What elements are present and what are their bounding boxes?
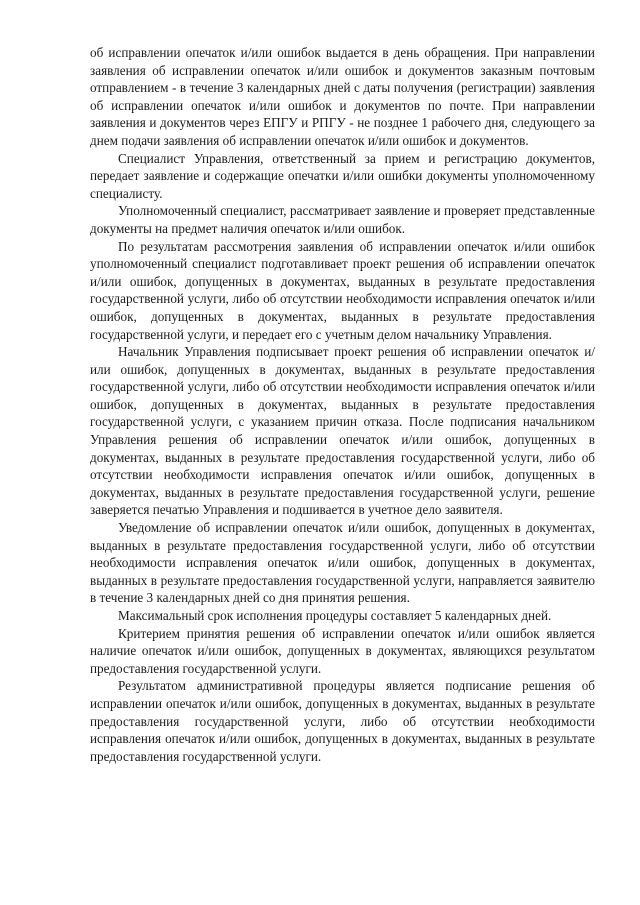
paragraph-correction-deadlines: об исправлении опечаток и/или ошибок выдается в день обращения. При направлении заявления об исправлении опечаток и/или ошибок и документов заказным почтовым отправлением - в течение 3 календарных дней с даты получения (регистрации) заявления об исправлении опечаток и/или ошибок и документов по почте. При направлении заявления и документов через ЕПГУ и РПГУ - не позднее 1 рабочего дня, следующего за днем подачи заявления об исправлении опечаток и/или ошибок и документов.	[90, 45, 595, 148]
paragraph-max-term: Максимальный срок исполнения процедуры составляет 5 календарных дней.	[118, 608, 552, 623]
paragraph-review: Уполномоченный специалист, рассматривает заявление и проверяет представленные документы на предмет наличия опечаток и/или ошибок.	[90, 203, 595, 236]
paragraph-head-signs: Начальник Управления подписывает проект решения об исправлении опечаток и/или ошибок, допущенных в документах, выданных в результате предоставления государственной услуги, либо об отсутствии необходимости исправления опечаток и/или ошибок, допущенных в документах, выданных в результате предоставления государственной услуги, с указанием причин отказа. После подписания начальником Управления решения об исправлении опечаток и/или ошибок, допущенных в документах, выданных в результате предоставления государственной услуги, либо об отсутствии необходимости исправления опечаток и/или ошибок, допущенных в документах, выданных в результате предоставления государственной услуги, решение заверяется печатью Управления и подшивается в учетное дело заявителя.	[90, 344, 595, 518]
document-page	[90, 44, 595, 765]
paragraph-draft-decision: По результатам рассмотрения заявления об исправлении опечаток и/или ошибок уполномоченный специалист подготавливает проект решения об исправлении опечаток и/или ошибок, допущенных в документах, выданных в результате предоставления государственной услуги, либо об отсутствии необходимости исправления опечаток и/или ошибок, допущенных в документах, выданных в результате предоставления государственной услуги, и передает его с учетным делом начальнику Управления.	[90, 238, 595, 342]
paragraph-specialist-transfer: Специалист Управления, ответственный за прием и регистрацию документов, передает заявление и содержащие опечатки и/или ошибки документы уполномоченному специалисту.	[90, 150, 595, 201]
paragraph-notification: Уведомление об исправлении опечаток и/или ошибок, допущенных в документах, выданных в результате предоставления государственной услуги, либо об отсутствии необходимости исправления опечаток и/или ошибок, допущенных в документах, выданных в результате предоставления государственной услуги, направляется заявителю в течение 3 календарных дней со дня принятия решения.	[90, 520, 595, 606]
paragraph-criterion: Критерием принятия решения об исправлении опечаток и/или ошибок является наличие опечаток и/или ошибок, допущенных в документах, являющихся результатом предоставления государственной услуги.	[90, 625, 595, 676]
paragraph-result: Результатом административной процедуры является подписание решения об исправлении опечаток и/или ошибок, допущенных в документах, выданных в результате предоставления государственной услуги, либо об отсутствии необходимости исправления опечаток и/или ошибок, допущенных в документах, выданных в результате предоставления государственной услуги.	[90, 678, 595, 764]
